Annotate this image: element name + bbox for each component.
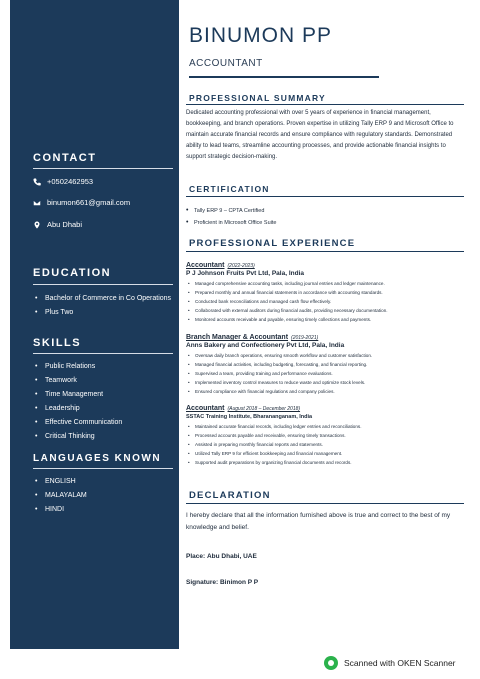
job-role: Accountant	[186, 262, 225, 269]
language-item: • ENGLISH	[35, 475, 87, 489]
main-content	[186, 0, 476, 649]
job-bullet: • Supervised a team, providing training and performance evaluations.	[186, 369, 471, 378]
candidate-name: BINUMON PP	[189, 24, 333, 47]
scanner-logo-icon	[324, 656, 338, 670]
job-heading	[186, 334, 471, 341]
email-address: binumon661@gmail.com	[47, 198, 131, 207]
skills-title: SKILLS	[33, 337, 82, 349]
languages-title: LANGUAGES KNOWN	[33, 453, 162, 464]
job-bullet: • Collaborated with external auditors during financial audits, providing necessary documentation.	[186, 306, 471, 315]
education-list	[35, 292, 171, 320]
job-company: SSTAC Training Institute, Bharananganam, India	[186, 414, 313, 420]
scanner-watermark	[324, 656, 456, 670]
job-bullet: • Maintained accurate financial records, including ledger entries and reconciliations.	[186, 422, 471, 431]
place-value: Abu Dhabi, UAE	[206, 553, 257, 560]
certification-title: CERTIFICATION	[189, 184, 270, 194]
job-bullet: • Managed financial activities, including budgeting, forecasting, and financial reporting.	[186, 360, 471, 369]
job-company: P J Johnson Fruits Pvt Ltd, Pala, India	[186, 270, 304, 277]
contact-rule	[33, 168, 173, 169]
summary-rule	[186, 104, 464, 105]
job-entry	[186, 334, 471, 396]
job-bullet: • Managed comprehensive accounting tasks, including journal entries and ledger maintenance.	[186, 279, 471, 288]
job-bullet: • Utilized Tally ERP 9 for efficient bookkeeping and financial management.	[186, 449, 471, 458]
summary-title: PROFESSIONAL SUMMARY	[189, 93, 326, 103]
skill-item: • Teamwork	[35, 374, 122, 388]
job-entry	[186, 405, 471, 467]
skills-list	[35, 360, 122, 444]
education-item: • Plus Two	[35, 306, 171, 320]
job-bullet: • Assisted in preparing monthly financial reports and statements.	[186, 440, 471, 449]
scanner-text: Scanned with OKEN Scanner	[344, 658, 456, 668]
location-text: Abu Dhabi	[47, 220, 83, 229]
location-row	[33, 220, 82, 229]
name-underline	[189, 76, 379, 78]
signature-line	[186, 579, 258, 586]
place-line	[186, 553, 257, 560]
job-bullets	[186, 279, 471, 324]
job-heading	[186, 262, 471, 269]
language-item: • HINDI	[35, 503, 87, 517]
phone-number: +0502462953	[47, 177, 94, 186]
job-bullet: • Monitored accounts receivable and payable, ensuring timely collections and payments.	[186, 315, 471, 324]
phone-row	[33, 177, 93, 186]
location-pin-icon	[33, 221, 41, 229]
phone-icon	[33, 178, 41, 186]
certification-rule	[186, 196, 464, 197]
job-bullets	[186, 351, 471, 396]
job-bullet: • Oversaw daily branch operations, ensuring smooth workflow and customer satisfaction.	[186, 351, 471, 360]
skill-item: • Effective Communication	[35, 416, 122, 430]
certification-item: • Tally ERP 9 – CPTA Certified	[186, 205, 276, 217]
skills-rule	[33, 353, 173, 354]
certification-list	[186, 205, 276, 229]
skill-item: • Time Management	[35, 388, 122, 402]
skill-item: • Critical Thinking	[35, 430, 122, 444]
job-bullet: • Implemented inventory control measures to reduce waste and optimize stock levels.	[186, 378, 471, 387]
certification-item: • Proficient in Microsoft Office Suite	[186, 217, 276, 229]
declaration-rule	[186, 503, 464, 504]
language-item: • MALAYALAM	[35, 489, 87, 503]
email-row	[33, 198, 130, 207]
job-bullet: • Ensured compliance with financial regulations and company policies.	[186, 387, 471, 396]
education-rule	[33, 284, 173, 285]
job-bullet: • Prepared monthly and annual financial statements in accordance with accounting standards.	[186, 288, 471, 297]
job-dates: (2019-2021)	[291, 335, 319, 341]
job-bullet: • Conducted bank reconciliations and managed cash flow effectively.	[186, 297, 471, 306]
job-bullets	[186, 422, 471, 467]
skill-item: • Public Relations	[35, 360, 122, 374]
signature-value: Binimon P P	[219, 579, 259, 586]
job-bullet: • Supported audit preparations by organizing financial documents and records.	[186, 458, 471, 467]
skill-item: • Leadership	[35, 402, 122, 416]
candidate-role: ACCOUNTANT	[189, 58, 263, 69]
declaration-text: I hereby declare that all the information furnished above is true and correct to the best of my knowledge and belief.	[186, 512, 451, 531]
summary-text: Dedicated accounting professional with over 5 years of experience in financial management, bookkeeping, and branch operations. Proven expertise in utilizing Tally ERP 9 and Microsoft Office to maintain accurate financial records and ensure compliance with regulatory standards. Demonstrated ability to lead teams, streamline accounting processes, and provide actionable financial insights to support strategic decision-making.	[186, 110, 454, 160]
sidebar	[10, 0, 179, 649]
education-title: EDUCATION	[33, 267, 112, 279]
languages-rule	[33, 468, 173, 469]
languages-list	[35, 475, 87, 517]
job-dates: (August 2018 – December 2018)	[227, 406, 301, 412]
education-item: • Bachelor of Commerce in Co Operations	[35, 292, 171, 306]
experience-rule	[186, 251, 464, 252]
job-role: Branch Manager & Accountant	[186, 334, 289, 341]
job-dates: (2022-2023)	[227, 263, 255, 269]
job-company: Anns Bakery and Confectionery Pvt Ltd, Pala, India	[186, 342, 345, 349]
contact-title: CONTACT	[33, 152, 97, 164]
mail-icon	[33, 199, 41, 207]
job-entry	[186, 262, 471, 324]
signature-label: Signature:	[186, 579, 219, 586]
experience-title: PROFESSIONAL EXPERIENCE	[189, 238, 356, 249]
job-role: Accountant	[186, 405, 225, 412]
declaration-title: DECLARATION	[189, 490, 271, 501]
job-bullet: • Processed accounts payable and receivable, ensuring timely transactions.	[186, 431, 471, 440]
place-label: Place:	[186, 553, 206, 560]
job-heading	[186, 405, 471, 412]
